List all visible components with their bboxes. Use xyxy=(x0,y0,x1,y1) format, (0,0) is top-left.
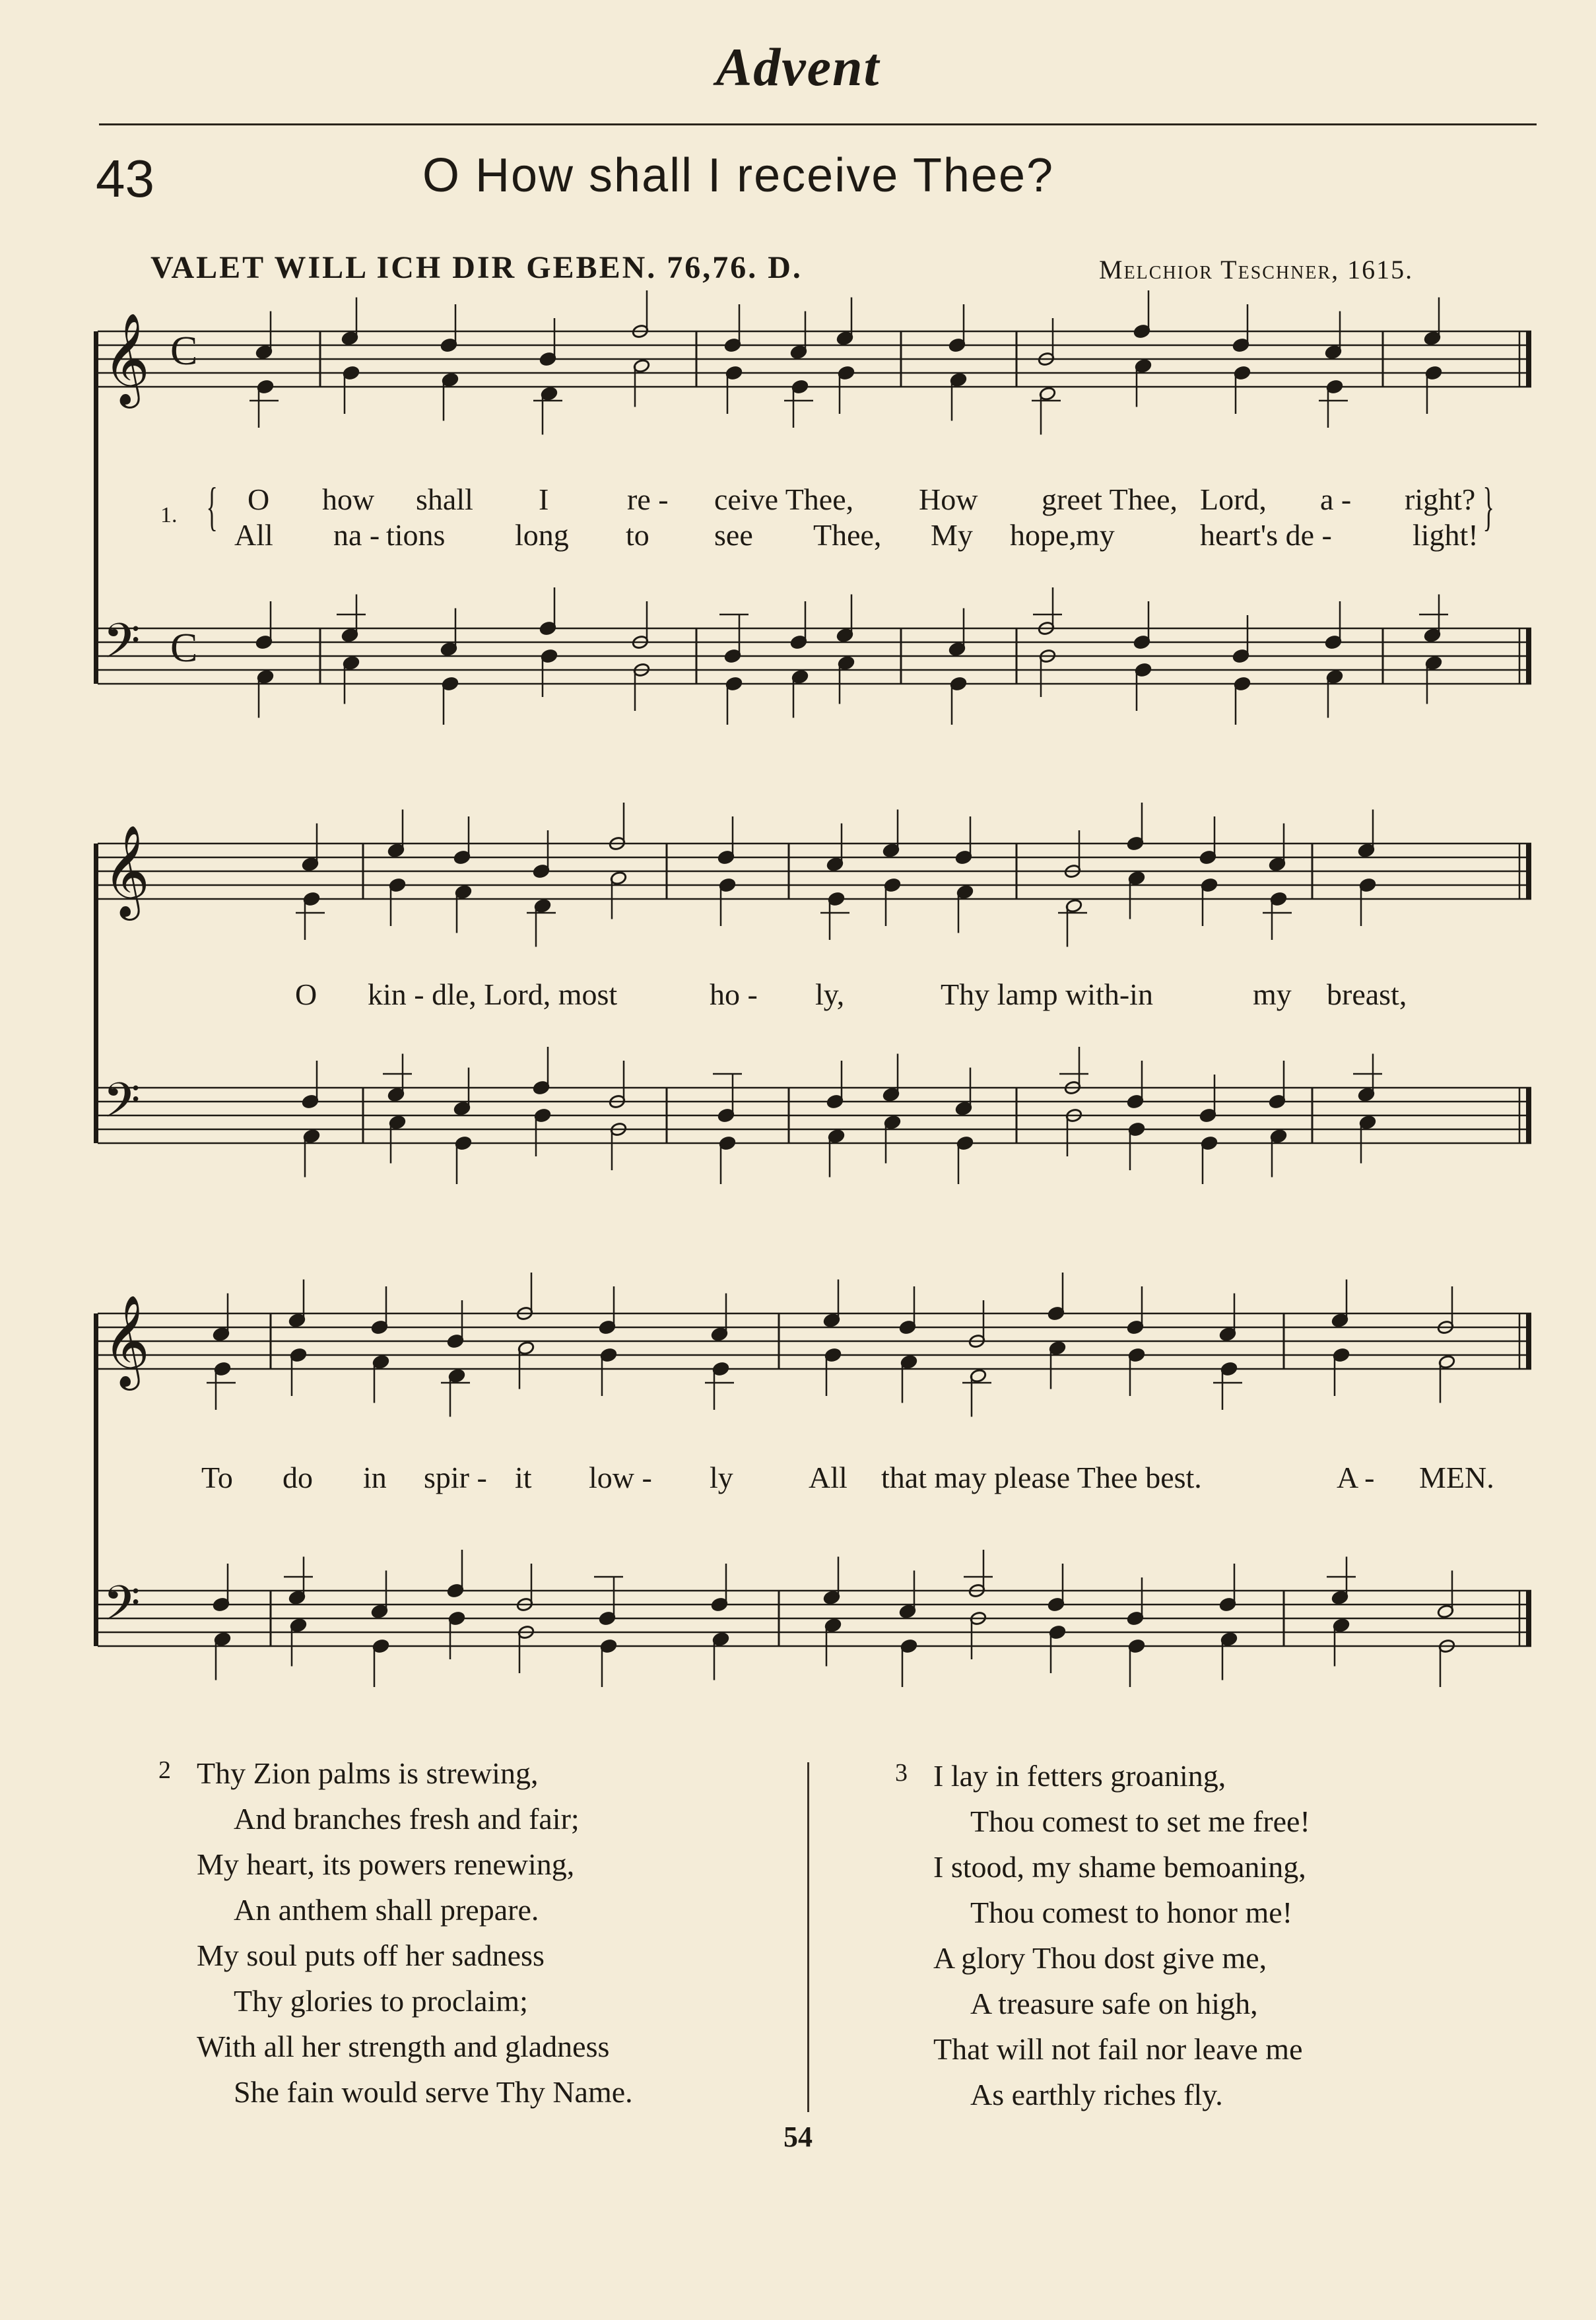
lyric-syllable: see xyxy=(714,518,753,552)
lyric-syllable: na - xyxy=(333,518,380,552)
lyric-syllable: Thee, xyxy=(813,518,882,552)
end-bar xyxy=(1526,1088,1531,1143)
lyric-syllable: O xyxy=(295,978,317,1011)
verse-number: 1. xyxy=(160,503,178,527)
stanza-line: A glory Thou dost give me, xyxy=(933,1941,1267,1975)
end-bar xyxy=(1526,331,1531,387)
page-number: 54 xyxy=(783,2121,813,2153)
treble-clef-icon: 𝄞 xyxy=(103,825,150,917)
stanza-line: She fain would serve Thy Name. xyxy=(234,2075,633,2109)
lyric-syllable: light! xyxy=(1413,518,1479,552)
right-brace: } xyxy=(1482,478,1494,536)
end-bar xyxy=(1526,844,1531,899)
stanza-line: With all her strength and gladness xyxy=(197,2030,610,2063)
lyric-syllable: shall xyxy=(416,482,473,516)
stanza-line: That will not fail nor leave me xyxy=(933,2032,1303,2066)
lyric-syllable: low - xyxy=(589,1461,652,1494)
time-signature: C xyxy=(170,626,198,671)
system-bracket xyxy=(94,1313,98,1646)
stanza-3-number: 3 xyxy=(895,1759,908,1787)
stanza-2-number: 2 xyxy=(158,1756,171,1784)
stanza-3 xyxy=(933,1753,1310,2117)
lyric-syllable: in xyxy=(363,1461,387,1494)
lyric-syllable: A - xyxy=(1337,1461,1375,1494)
stanza-line: My heart, its powers renewing, xyxy=(197,1847,575,1881)
lyric-syllable: to xyxy=(626,518,649,552)
lyric-syllable: heart's de - xyxy=(1200,518,1332,552)
lyric-syllable: All xyxy=(234,518,273,552)
bass-clef-icon: 𝄢 xyxy=(103,613,141,680)
lyric-syllable: right? xyxy=(1405,482,1476,516)
lyric-syllable: that may please Thee best. xyxy=(881,1461,1202,1494)
lyric-syllable: my xyxy=(1076,518,1115,552)
lyric-syllable: To xyxy=(201,1461,233,1494)
system-bracket xyxy=(94,331,98,684)
lyric-syllable: Lord, xyxy=(1200,482,1267,516)
lyric-syllable: how xyxy=(322,482,375,516)
section-header: Advent xyxy=(715,37,881,97)
stanza-line: I lay in fetters groaning, xyxy=(933,1759,1226,1793)
hymn-title: O How shall I receive Thee? xyxy=(422,149,1055,202)
lyric-syllable: breast, xyxy=(1327,978,1407,1011)
treble-clef-icon: 𝄞 xyxy=(103,313,150,405)
stanza-line: A treasure safe on high, xyxy=(970,1987,1258,2020)
hymn-number: 43 xyxy=(96,149,154,208)
column-divider xyxy=(807,1762,809,2112)
end-bar xyxy=(1526,1313,1531,1369)
stanza-line: Thy glories to proclaim; xyxy=(234,1984,528,2018)
stanza-line: As earthly riches fly. xyxy=(970,2078,1223,2111)
lyric-syllable: re - xyxy=(627,482,669,516)
end-bar xyxy=(1526,1591,1531,1646)
lyric-syllable: a - xyxy=(1320,482,1352,516)
lyric-syllable: kin - dle, Lord, most xyxy=(368,978,618,1011)
stanza-line: Thy Zion palms is strewing, xyxy=(197,1756,539,1790)
lyric-syllable: I xyxy=(539,482,549,516)
bass-clef-icon: 𝄢 xyxy=(103,1575,141,1643)
lyric-syllable: ho - xyxy=(710,978,758,1011)
end-bar xyxy=(1526,628,1531,684)
lyric-syllable: hope, xyxy=(1010,518,1077,552)
stanza-line: I stood, my shame bemoaning, xyxy=(933,1850,1306,1884)
time-signature: C xyxy=(170,329,198,374)
lyric-syllable: How xyxy=(919,482,978,516)
composer: Melchior Teschner, 1615. xyxy=(1099,255,1414,284)
lyric-syllable: All xyxy=(809,1461,848,1494)
stanza-line: Thou comest to set me free! xyxy=(970,1805,1310,1838)
lyric-syllable: ceive Thee, xyxy=(714,482,854,516)
stanza-line: Thou comest to honor me! xyxy=(970,1896,1293,1929)
lyric-syllable: Thy lamp with-in xyxy=(941,978,1153,1011)
stanza-line: And branches fresh and fair; xyxy=(234,1802,580,1836)
lyric-syllable: MEN. xyxy=(1419,1461,1494,1494)
treble-clef-icon: 𝄞 xyxy=(103,1295,150,1387)
lyric-syllable: My xyxy=(931,518,973,552)
left-brace: { xyxy=(206,478,218,536)
lyric-syllable: ly, xyxy=(815,978,845,1011)
lyric-syllable: it xyxy=(515,1461,532,1494)
bass-clef-icon: 𝄢 xyxy=(103,1072,141,1140)
lyric-syllable: tions xyxy=(386,518,446,552)
tune-name: VALET WILL ICH DIR GEBEN. 76,76. D. xyxy=(150,250,803,285)
stanza-line: My soul puts off her sadness xyxy=(197,1939,545,1972)
stanza-line: An anthem shall prepare. xyxy=(234,1893,539,1927)
lyric-syllable: do xyxy=(283,1461,313,1494)
lyric-syllable: my xyxy=(1253,978,1292,1011)
lyric-syllable: spir - xyxy=(424,1461,487,1494)
lyric-syllable: greet Thee, xyxy=(1042,482,1178,516)
stanza-2 xyxy=(197,1750,633,2115)
lyric-syllable: long xyxy=(515,518,569,552)
system-bracket xyxy=(94,844,98,1143)
lyric-syllable: O xyxy=(248,482,270,516)
lyric-syllable: ly xyxy=(710,1461,733,1494)
